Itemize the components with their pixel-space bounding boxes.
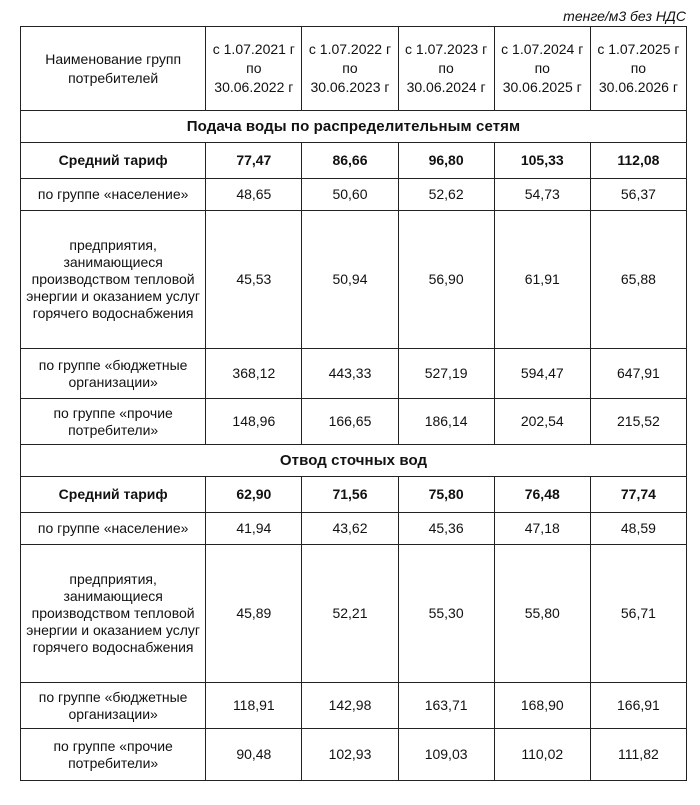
- table-cell: 45,36: [398, 513, 494, 545]
- table-cell: 142,98: [302, 683, 398, 729]
- table-row: [21, 513, 687, 545]
- table-row: [21, 477, 687, 513]
- table-cell: 90,48: [206, 729, 302, 781]
- table-cell: 50,60: [302, 179, 398, 211]
- table-cell: 48,65: [206, 179, 302, 211]
- table-row: [21, 211, 687, 349]
- table-cell: 55,80: [494, 545, 590, 683]
- row-label: Средний тариф: [21, 143, 206, 179]
- table-cell: 166,91: [590, 683, 686, 729]
- table-row: [21, 349, 687, 399]
- period-header: с 1.07.2021 г по 30.06.2022 г: [206, 27, 302, 111]
- row-label: по группе «прочие потребители»: [21, 399, 206, 445]
- table-cell: 76,48: [494, 477, 590, 513]
- table-row: [21, 143, 687, 179]
- section-header-row: [21, 445, 687, 477]
- table-cell: 41,94: [206, 513, 302, 545]
- header-row: [21, 27, 687, 111]
- table-cell: 56,37: [590, 179, 686, 211]
- table-cell: 62,90: [206, 477, 302, 513]
- table-cell: 50,94: [302, 211, 398, 349]
- table-cell: 647,91: [590, 349, 686, 399]
- table-cell: 54,73: [494, 179, 590, 211]
- table-cell: 527,19: [398, 349, 494, 399]
- table-cell: 109,03: [398, 729, 494, 781]
- table-cell: 71,56: [302, 477, 398, 513]
- table-cell: 443,33: [302, 349, 398, 399]
- row-label: предприятия, занимающиеся производством тепловой энергии и оказанием услуг горячего водоснабжения: [21, 545, 206, 683]
- unit-note: тенге/м3 без НДС: [563, 8, 686, 24]
- period-header: с 1.07.2022 г по 30.06.2023 г: [302, 27, 398, 111]
- table-cell: 55,30: [398, 545, 494, 683]
- table-cell: 75,80: [398, 477, 494, 513]
- table-row: [21, 545, 687, 683]
- table-cell: 96,80: [398, 143, 494, 179]
- table-cell: 45,53: [206, 211, 302, 349]
- table-cell: 86,66: [302, 143, 398, 179]
- table-cell: 48,59: [590, 513, 686, 545]
- row-label: по группе «население»: [21, 179, 206, 211]
- table-cell: 112,08: [590, 143, 686, 179]
- section-title: Отвод сточных вод: [21, 445, 687, 477]
- table-cell: 215,52: [590, 399, 686, 445]
- table-cell: 52,21: [302, 545, 398, 683]
- section-title: Подача воды по распределительным сетям: [21, 111, 687, 143]
- table-cell: 163,71: [398, 683, 494, 729]
- table-cell: 52,62: [398, 179, 494, 211]
- table-cell: 61,91: [494, 211, 590, 349]
- table-cell: 118,91: [206, 683, 302, 729]
- group-column-header: Наименование групп потребителей: [21, 27, 206, 111]
- table-cell: 45,89: [206, 545, 302, 683]
- row-label: по группе «бюджетные организации»: [21, 683, 206, 729]
- table-cell: 111,82: [590, 729, 686, 781]
- table-cell: 56,71: [590, 545, 686, 683]
- table-cell: 105,33: [494, 143, 590, 179]
- row-label: по группе «население»: [21, 513, 206, 545]
- table-cell: 110,02: [494, 729, 590, 781]
- table-cell: 202,54: [494, 399, 590, 445]
- table-cell: 102,93: [302, 729, 398, 781]
- row-label: Средний тариф: [21, 477, 206, 513]
- period-header: с 1.07.2023 г по 30.06.2024 г: [398, 27, 494, 111]
- row-label: предприятия, занимающиеся производством тепловой энергии и оказанием услуг горячего водоснабжения: [21, 211, 206, 349]
- table-cell: 168,90: [494, 683, 590, 729]
- row-label: по группе «бюджетные организации»: [21, 349, 206, 399]
- row-label: по группе «прочие потребители»: [21, 729, 206, 781]
- table-row: [21, 399, 687, 445]
- table-cell: 43,62: [302, 513, 398, 545]
- table-cell: 148,96: [206, 399, 302, 445]
- table-cell: 77,74: [590, 477, 686, 513]
- table-cell: 166,65: [302, 399, 398, 445]
- table-cell: 186,14: [398, 399, 494, 445]
- table-row: [21, 729, 687, 781]
- section-header-row: [21, 111, 687, 143]
- table-cell: 368,12: [206, 349, 302, 399]
- table-cell: 594,47: [494, 349, 590, 399]
- tariff-table: [20, 26, 687, 781]
- table-row: [21, 179, 687, 211]
- table-cell: 77,47: [206, 143, 302, 179]
- table-cell: 56,90: [398, 211, 494, 349]
- period-header: с 1.07.2025 г по 30.06.2026 г: [590, 27, 686, 111]
- table-cell: 65,88: [590, 211, 686, 349]
- table-row: [21, 683, 687, 729]
- table-cell: 47,18: [494, 513, 590, 545]
- period-header: с 1.07.2024 г по 30.06.2025 г: [494, 27, 590, 111]
